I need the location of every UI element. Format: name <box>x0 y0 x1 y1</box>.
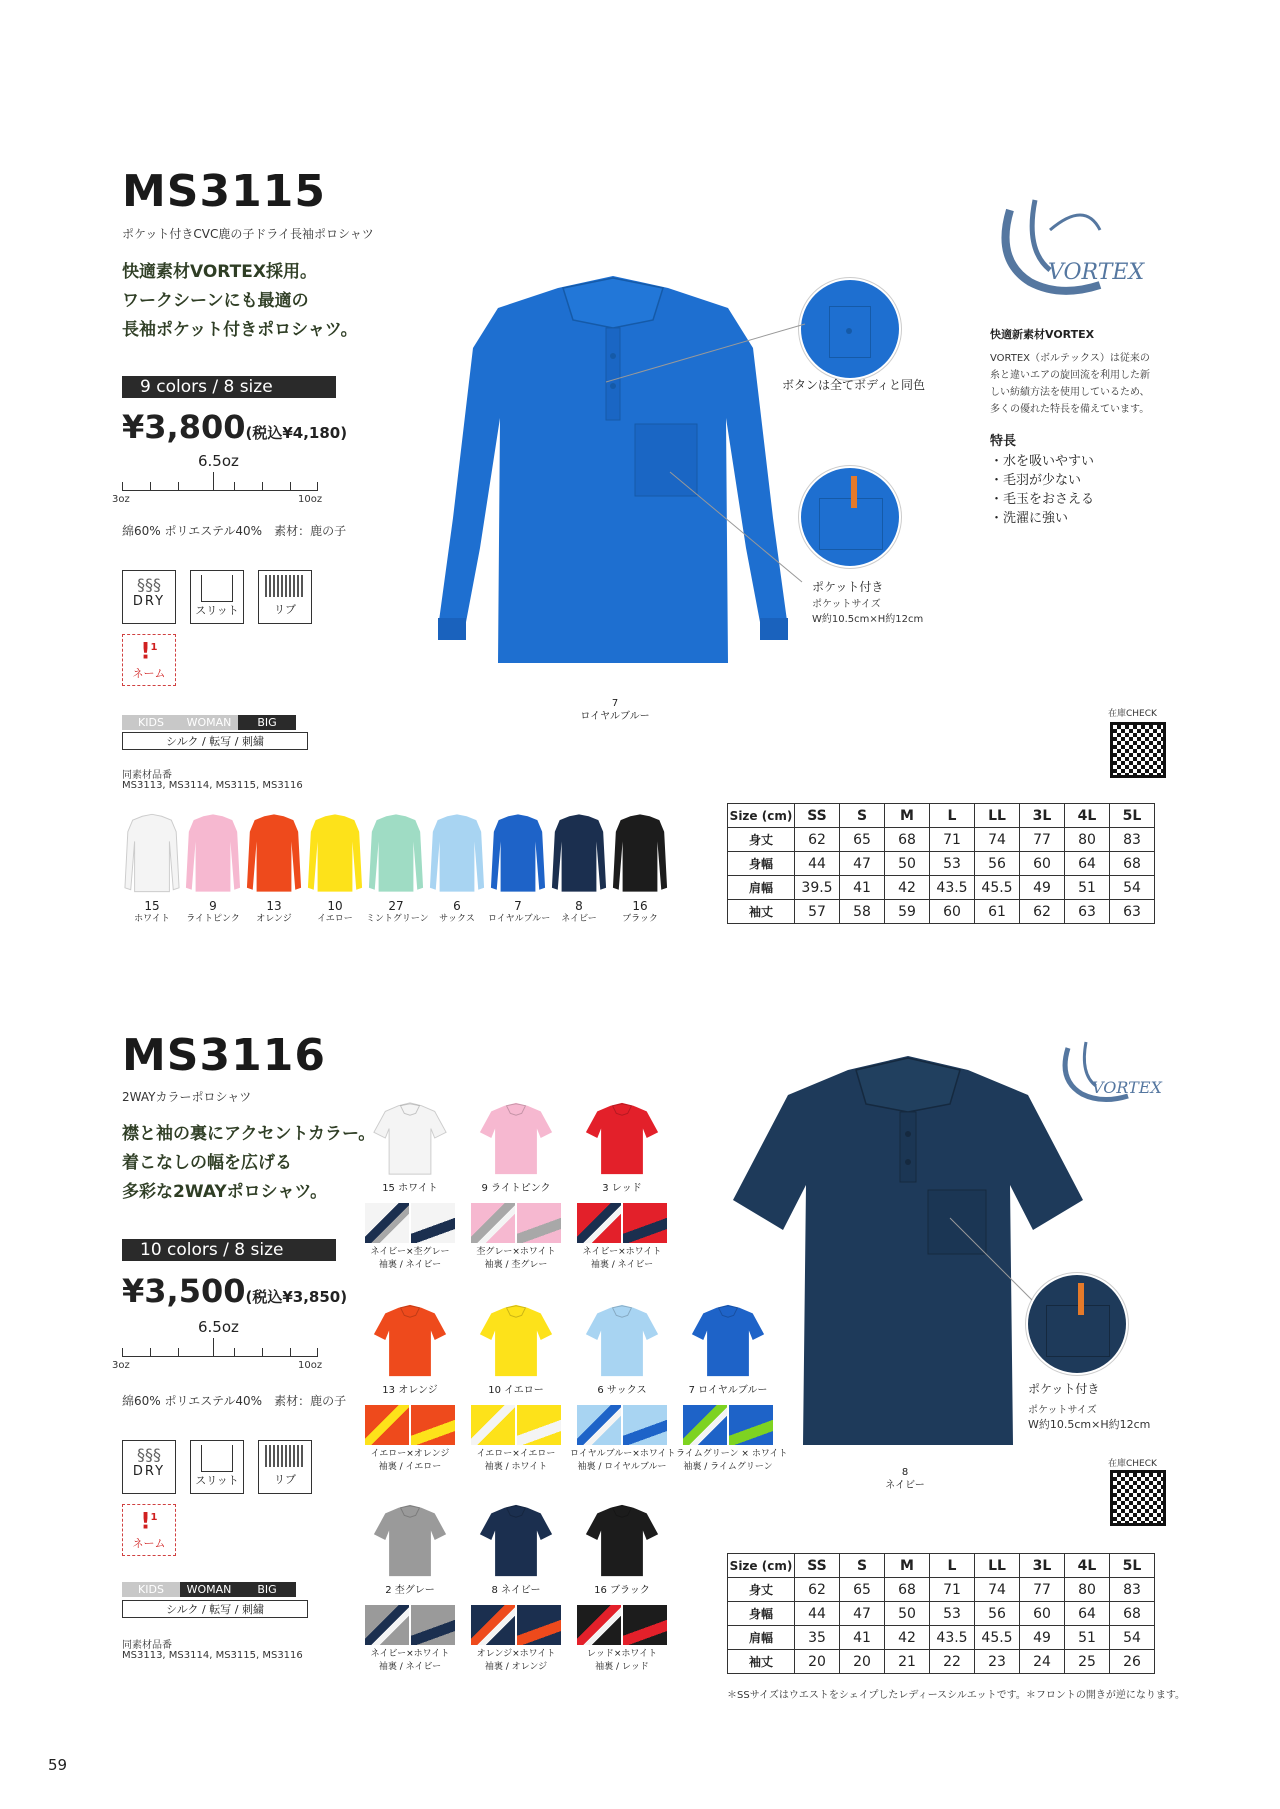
ms3115-size-tags: KIDS WOMAN BIG <box>122 711 296 730</box>
size-cell: 80 <box>1065 1578 1110 1602</box>
color-label: 15 ホワイト <box>382 1183 438 1194</box>
shirt-swatch-icon <box>372 1502 448 1578</box>
trim-sleeve-label: 袖裏 / ホワイト <box>484 1462 548 1472</box>
size-cell: 63 <box>1065 900 1110 924</box>
size-cell: 45.5 <box>975 1626 1020 1650</box>
size-row-label: 身丈 <box>728 828 795 852</box>
collar-trim-swatch <box>471 1605 515 1645</box>
ms3115-same-material-title: 同素材品番 <box>122 770 172 781</box>
color-swatch <box>549 812 609 926</box>
size-cell: 60 <box>1020 852 1065 876</box>
size-header-cell: S <box>840 1554 885 1578</box>
size-cell: 68 <box>1110 852 1155 876</box>
size-cell: 83 <box>1110 828 1155 852</box>
button-callout-line <box>600 320 810 390</box>
ms3116-color-item <box>464 1502 568 1674</box>
ms3116-size-table <box>727 1553 1155 1674</box>
size-cell: 42 <box>885 1626 930 1650</box>
shirt-swatch-icon <box>478 1302 554 1378</box>
sleeve-trim-swatch <box>623 1605 667 1645</box>
ms3115-material: 綿60% ポリエステル40% 素材：鹿の子 <box>122 524 347 538</box>
size-header-cell: 5L <box>1110 804 1155 828</box>
size-header-row <box>728 1554 1155 1578</box>
size-cell: 51 <box>1065 1626 1110 1650</box>
size-cell: 80 <box>1065 828 1110 852</box>
color-swatch <box>305 812 365 926</box>
size-cell: 68 <box>885 1578 930 1602</box>
page-number: 59 <box>48 1756 68 1774</box>
size-cell: 68 <box>1110 1602 1155 1626</box>
size-header-cell: 4L <box>1065 1554 1110 1578</box>
size-header-label: Size (cm) <box>728 1554 795 1578</box>
ms3115-size-table <box>727 803 1155 924</box>
size-cell: 44 <box>795 1602 840 1626</box>
sleeve-trim-swatch <box>411 1405 455 1445</box>
trim-detail-swatch <box>570 1605 674 1645</box>
ms3116-model: MS3116 <box>122 1030 326 1081</box>
trim-detail-swatch <box>358 1203 462 1243</box>
ms3116-copy: 襟と袖の裏にアクセントカラー。 着こなしの幅を広げる 多彩な2WAYポロシャツ。 <box>122 1124 376 1202</box>
swatch-num: 13 <box>266 899 282 913</box>
size-cell: 20 <box>795 1650 840 1674</box>
trim-sleeve-label: 袖裏 / イエロー <box>378 1462 442 1472</box>
swatch-name: ロイヤルブルー <box>488 914 551 924</box>
sleeve-trim-swatch <box>411 1605 455 1645</box>
size-row-label: 肩幅 <box>728 876 795 900</box>
size-cell: 83 <box>1110 1578 1155 1602</box>
size-cell: 35 <box>795 1626 840 1650</box>
trim-detail-swatch <box>464 1203 568 1243</box>
collar-trim-swatch <box>365 1605 409 1645</box>
swatch-name: オレンジ <box>256 914 292 924</box>
rib-icon: リブ <box>258 1440 312 1494</box>
size-row-label: 身幅 <box>728 1602 795 1626</box>
size-cell: 41 <box>840 876 885 900</box>
trim-sleeve-label: 袖裏 / ロイヤルブルー <box>577 1462 667 1472</box>
trim-detail-swatch <box>358 1405 462 1445</box>
trim-detail-swatch <box>464 1605 568 1645</box>
size-cell: 62 <box>795 828 840 852</box>
size-cell: 43.5 <box>930 1626 975 1650</box>
color-swatch <box>366 812 429 926</box>
shirt-swatch-icon <box>584 1100 660 1176</box>
size-cell: 54 <box>1110 1626 1155 1650</box>
trim-sleeve-label: 袖裏 / レッド <box>595 1662 649 1672</box>
size-header-cell: M <box>885 804 930 828</box>
size-cell: 74 <box>975 828 1020 852</box>
size-row <box>728 1626 1155 1650</box>
color-label: 8 ネイビー <box>491 1585 541 1596</box>
trim-label: レッド×ホワイト <box>586 1649 658 1659</box>
size-cell: 63 <box>1110 900 1155 924</box>
size-cell: 24 <box>1020 1650 1065 1674</box>
size-cell: 49 <box>1020 876 1065 900</box>
vortex-description: VORTEX（ボルテックス）は従来の 糸と違いエアの旋回流を利用した新 しい紡績方法を使用しているため、 多くの優れた特長を備えています。 <box>990 353 1150 415</box>
ms3115-colors-size: 9 colors / 8 size <box>122 376 336 398</box>
trim-label: イエロー×オレンジ <box>370 1449 450 1459</box>
size-row-label: 身幅 <box>728 852 795 876</box>
size-cell: 60 <box>1020 1602 1065 1626</box>
trim-sleeve-label: 袖裏 / ネイビー <box>590 1260 654 1270</box>
ms3115-model: MS3115 <box>122 166 326 217</box>
size-cell: 23 <box>975 1650 1020 1674</box>
swatch-num: 15 <box>144 899 160 913</box>
dry-icon: §§§ DRY <box>122 1440 176 1494</box>
size-cell: 26 <box>1110 1650 1155 1674</box>
size-header-cell: SS <box>795 804 840 828</box>
size-cell: 77 <box>1020 1578 1065 1602</box>
sleeve-trim-swatch <box>517 1605 561 1645</box>
ms3116-main-color-label: 8 ネイビー <box>885 1467 925 1491</box>
shirt-swatch-icon <box>428 812 486 894</box>
sleeve-trim-swatch <box>517 1203 561 1243</box>
size-row <box>728 1578 1155 1602</box>
size-row-label: 袖丈 <box>728 900 795 924</box>
trim-label: イエロー×イエロー <box>476 1449 556 1459</box>
ms3116-color-item <box>570 1100 674 1272</box>
size-cell: 56 <box>975 852 1020 876</box>
ms3116-colors-size: 10 colors / 8 size <box>122 1239 336 1261</box>
size-cell: 64 <box>1065 1602 1110 1626</box>
trim-label: 杢グレー×ホワイト <box>476 1247 556 1257</box>
size-cell: 62 <box>795 1578 840 1602</box>
swatch-num: 10 <box>327 899 343 913</box>
vortex-features-title: 特長 <box>990 434 1017 449</box>
ms3116-size-tags: KIDS WOMAN BIG <box>122 1578 296 1597</box>
size-row <box>728 876 1155 900</box>
vortex-heading: 快適新素材VORTEX <box>990 328 1095 341</box>
size-header-cell: L <box>930 804 975 828</box>
slit-icon: スリット <box>190 570 244 624</box>
size-header-cell: M <box>885 1554 930 1578</box>
dry-icon: §§§ DRY <box>122 570 176 624</box>
pocket-callout: ポケット付き ポケットサイズ W約10.5cm×H約12cm <box>812 580 924 625</box>
size-cell: 61 <box>975 900 1020 924</box>
ms3116-color-item <box>358 1502 462 1674</box>
swatch-name: ミントグリーン <box>366 914 429 924</box>
color-swatch <box>244 812 304 926</box>
trim-label: ネイビー×ホワイト <box>370 1649 450 1659</box>
size-header-cell: LL <box>975 1554 1020 1578</box>
color-swatch <box>183 812 243 926</box>
size-cell: 77 <box>1020 828 1065 852</box>
size-cell: 21 <box>885 1650 930 1674</box>
pocket-callout-line <box>668 470 808 610</box>
trim-label: ネイビー×ホワイト <box>582 1247 662 1257</box>
color-label: 10 イエロー <box>488 1385 544 1396</box>
swatch-name: ホワイト <box>134 914 170 924</box>
ms3116-color-item <box>464 1100 568 1272</box>
vortex-features: ・水を吸いやすい ・毛羽が少ない ・毛玉をおさえる ・洗濯に強い <box>990 454 1095 526</box>
ms3115-qr-code[interactable] <box>1110 722 1166 778</box>
trim-label: オレンジ×ホワイト <box>476 1649 556 1659</box>
size-cell: 50 <box>885 1602 930 1626</box>
trim-sleeve-label: 袖裏 / ネイビー <box>378 1260 442 1270</box>
ms3116-pocket-zoom-circle <box>1026 1273 1128 1375</box>
size-header-cell: SS <box>795 1554 840 1578</box>
ms3116-weight-gauge: 6.5oz 3oz 10oz <box>112 1318 323 1371</box>
trim-label: ネイビー×杢グレー <box>370 1247 450 1257</box>
size-header-cell: 3L <box>1020 1554 1065 1578</box>
color-swatch <box>610 812 670 926</box>
ms3116-pocket-callout: ポケット付き ポケットサイズ W約10.5cm×H約12cm <box>1028 1382 1151 1431</box>
shirt-swatch-icon <box>367 812 425 894</box>
size-cell: 57 <box>795 900 840 924</box>
trim-detail-swatch <box>358 1605 462 1645</box>
size-cell: 41 <box>840 1626 885 1650</box>
swatch-name: イエロー <box>317 914 353 924</box>
color-swatch <box>427 812 487 926</box>
vortex-logo: VORTEX <box>990 190 1170 300</box>
ms3116-price: ¥3,500(税込¥3,850) <box>122 1272 348 1310</box>
ms3115-copy: 快適素材VORTEX採用。 ワークシーンにも最適の 長袖ポケット付きポロシャツ。 <box>122 262 358 340</box>
size-cell: 50 <box>885 852 930 876</box>
sleeve-trim-swatch <box>623 1203 667 1243</box>
size-row <box>728 1650 1155 1674</box>
rib-icon: リブ <box>258 570 312 624</box>
trim-detail-swatch <box>464 1405 568 1445</box>
swatch-name: サックス <box>439 914 475 924</box>
ms3116-print-methods: シルク / 転写 / 刺繍 <box>122 1600 308 1618</box>
size-row-label: 肩幅 <box>728 1626 795 1650</box>
shirt-swatch-icon <box>306 812 364 894</box>
size-cell: 47 <box>840 1602 885 1626</box>
swatch-num: 16 <box>632 899 648 913</box>
size-header-cell: 4L <box>1065 804 1110 828</box>
size-cell: 45.5 <box>975 876 1020 900</box>
size-cell: 59 <box>885 900 930 924</box>
size-cell: 25 <box>1065 1650 1110 1674</box>
size-cell: 43.5 <box>930 876 975 900</box>
collar-trim-swatch <box>365 1405 409 1445</box>
size-header-cell: 5L <box>1110 1554 1155 1578</box>
collar-trim-swatch <box>471 1203 515 1243</box>
pocket-zoom-circle <box>799 466 901 568</box>
color-label: 6 サックス <box>597 1385 647 1396</box>
color-swatch <box>488 812 551 926</box>
ms3115-same-material: MS3113, MS3114, MS3115, MS3116 <box>122 780 303 791</box>
trim-sleeve-label: 袖裏 / ライムグリーン <box>683 1462 773 1472</box>
size-header-cell: LL <box>975 804 1020 828</box>
size-header-label: Size (cm) <box>728 804 795 828</box>
size-header-cell: 3L <box>1020 804 1065 828</box>
color-label: 3 レッド <box>602 1183 642 1194</box>
ms3115-print-methods: シルク / 転写 / 刺繍 <box>122 732 308 750</box>
size-cell: 22 <box>930 1650 975 1674</box>
size-cell: 62 <box>1020 900 1065 924</box>
size-header-cell: L <box>930 1554 975 1578</box>
size-cell: 47 <box>840 852 885 876</box>
slit-icon: スリット <box>190 1440 244 1494</box>
trim-sleeve-label: 袖裏 / オレンジ <box>484 1662 548 1672</box>
collar-trim-swatch <box>577 1405 621 1445</box>
ms3115-swatches <box>122 812 702 942</box>
size-cell: 44 <box>795 852 840 876</box>
ms3116-stock-check: 在庫CHECK <box>1108 1459 1157 1469</box>
ms3116-same-material: MS3113, MS3114, MS3115, MS3116 <box>122 1650 303 1661</box>
trim-sleeve-label: 袖裏 / 杢グレー <box>484 1260 548 1270</box>
size-row <box>728 900 1155 924</box>
ms3115-subtitle: ポケット付きCVC鹿の子ドライ長袖ポロシャツ <box>122 227 374 241</box>
sleeve-trim-swatch <box>517 1405 561 1445</box>
shirt-swatch-icon <box>611 812 669 894</box>
shirt-swatch-icon <box>489 812 547 894</box>
size-cell: 51 <box>1065 876 1110 900</box>
size-cell: 60 <box>930 900 975 924</box>
size-cell: 54 <box>1110 876 1155 900</box>
size-cell: 42 <box>885 876 930 900</box>
size-header-row <box>728 804 1155 828</box>
collar-trim-swatch <box>365 1203 409 1243</box>
ms3116-color-item <box>464 1302 568 1474</box>
size-row-label: 身丈 <box>728 1578 795 1602</box>
shirt-swatch-icon <box>372 1100 448 1176</box>
size-cell: 71 <box>930 828 975 852</box>
shirt-swatch-icon <box>584 1302 660 1378</box>
size-cell: 58 <box>840 900 885 924</box>
shirt-swatch-icon <box>245 812 303 894</box>
shirt-swatch-icon <box>478 1502 554 1578</box>
size-cell: 65 <box>840 828 885 852</box>
size-cell: 39.5 <box>795 876 840 900</box>
ms3116-color-item <box>358 1302 462 1474</box>
swatch-num: 6 <box>453 899 461 913</box>
trim-detail-swatch <box>570 1405 674 1445</box>
ms3116-color-item <box>570 1502 674 1674</box>
size-cell: 64 <box>1065 852 1110 876</box>
ms3115-weight-gauge: 6.5oz 3oz 10oz <box>112 452 323 505</box>
swatch-num: 27 <box>388 899 404 913</box>
trim-label: ロイヤルブルー×ホワイト <box>570 1449 676 1459</box>
ms3115-price: ¥3,800(税込¥4,180) <box>122 408 348 446</box>
swatch-name: ネイビー <box>561 914 597 924</box>
size-cell: 74 <box>975 1578 1020 1602</box>
size-cell: 71 <box>930 1578 975 1602</box>
size-cell: 53 <box>930 852 975 876</box>
swatch-num: 8 <box>575 899 583 913</box>
ms3116-vortex-logo: VORTEX <box>1056 1036 1176 1106</box>
shirt-swatch-icon <box>123 812 181 894</box>
size-row-label: 袖丈 <box>728 1650 795 1674</box>
collar-trim-swatch <box>471 1405 515 1445</box>
size-cell: 65 <box>840 1578 885 1602</box>
size-cell: 49 <box>1020 1626 1065 1650</box>
sleeve-trim-swatch <box>623 1405 667 1445</box>
shirt-swatch-icon <box>550 812 608 894</box>
ms3115-stock-check: 在庫CHECK <box>1108 709 1157 719</box>
shirt-swatch-icon <box>584 1502 660 1578</box>
collar-trim-swatch <box>683 1405 727 1445</box>
ms3116-qr-code[interactable] <box>1110 1470 1166 1526</box>
ms3116-color-item <box>570 1302 674 1474</box>
trim-label: ライムグリーン × ホワイト <box>676 1449 788 1459</box>
trim-sleeve-label: 袖裏 / ネイビー <box>378 1662 442 1672</box>
trim-detail-swatch <box>570 1203 674 1243</box>
swatch-name: ブラック <box>622 914 658 924</box>
shirt-swatch-icon <box>478 1100 554 1176</box>
size-cell: 20 <box>840 1650 885 1674</box>
ms3115-main-color-label: 7 ロイヤルブルー <box>580 698 650 722</box>
color-label: 7 ロイヤルブルー <box>688 1385 768 1396</box>
button-callout-text: ボタンは全てボディと同色 <box>782 378 926 392</box>
shirt-swatch-icon <box>372 1302 448 1378</box>
collar-trim-swatch <box>577 1605 621 1645</box>
ms3116-note: ＊SSサイズはウエストをシェイプしたレディースシルエットです。＊フロントの開きが逆になります。 <box>727 1690 1186 1701</box>
ms3116-material: 綿60% ポリエステル40% 素材：鹿の子 <box>122 1394 347 1408</box>
ms3116-color-item <box>358 1100 462 1272</box>
color-label: 13 オレンジ <box>382 1385 438 1396</box>
name-tag-icon: !$^1$ ネーム <box>122 634 176 686</box>
size-cell: 56 <box>975 1602 1020 1626</box>
shirt-swatch-icon <box>184 812 242 894</box>
swatch-num: 7 <box>514 899 522 913</box>
size-row <box>728 1602 1155 1626</box>
swatch-name: ライトピンク <box>186 914 240 924</box>
ms3116-same-material-title: 同素材品番 <box>122 1640 172 1651</box>
color-label: 16 ブラック <box>594 1585 650 1596</box>
size-cell: 53 <box>930 1602 975 1626</box>
ms3116-subtitle: 2WAYカラーポロシャツ <box>122 1090 252 1104</box>
size-header-cell: S <box>840 804 885 828</box>
color-label: 9 ライトピンク <box>481 1183 551 1194</box>
color-label: 2 杢グレー <box>385 1585 435 1596</box>
sleeve-trim-swatch <box>411 1203 455 1243</box>
size-cell: 68 <box>885 828 930 852</box>
collar-trim-swatch <box>577 1203 621 1243</box>
swatch-num: 9 <box>209 899 217 913</box>
size-row <box>728 852 1155 876</box>
name-tag-icon: !$^1$ ネーム <box>122 1504 176 1556</box>
size-row <box>728 828 1155 852</box>
ms3116-pocket-callout-line <box>948 1216 1038 1306</box>
color-swatch <box>122 812 182 926</box>
button-zoom-circle <box>799 278 901 380</box>
